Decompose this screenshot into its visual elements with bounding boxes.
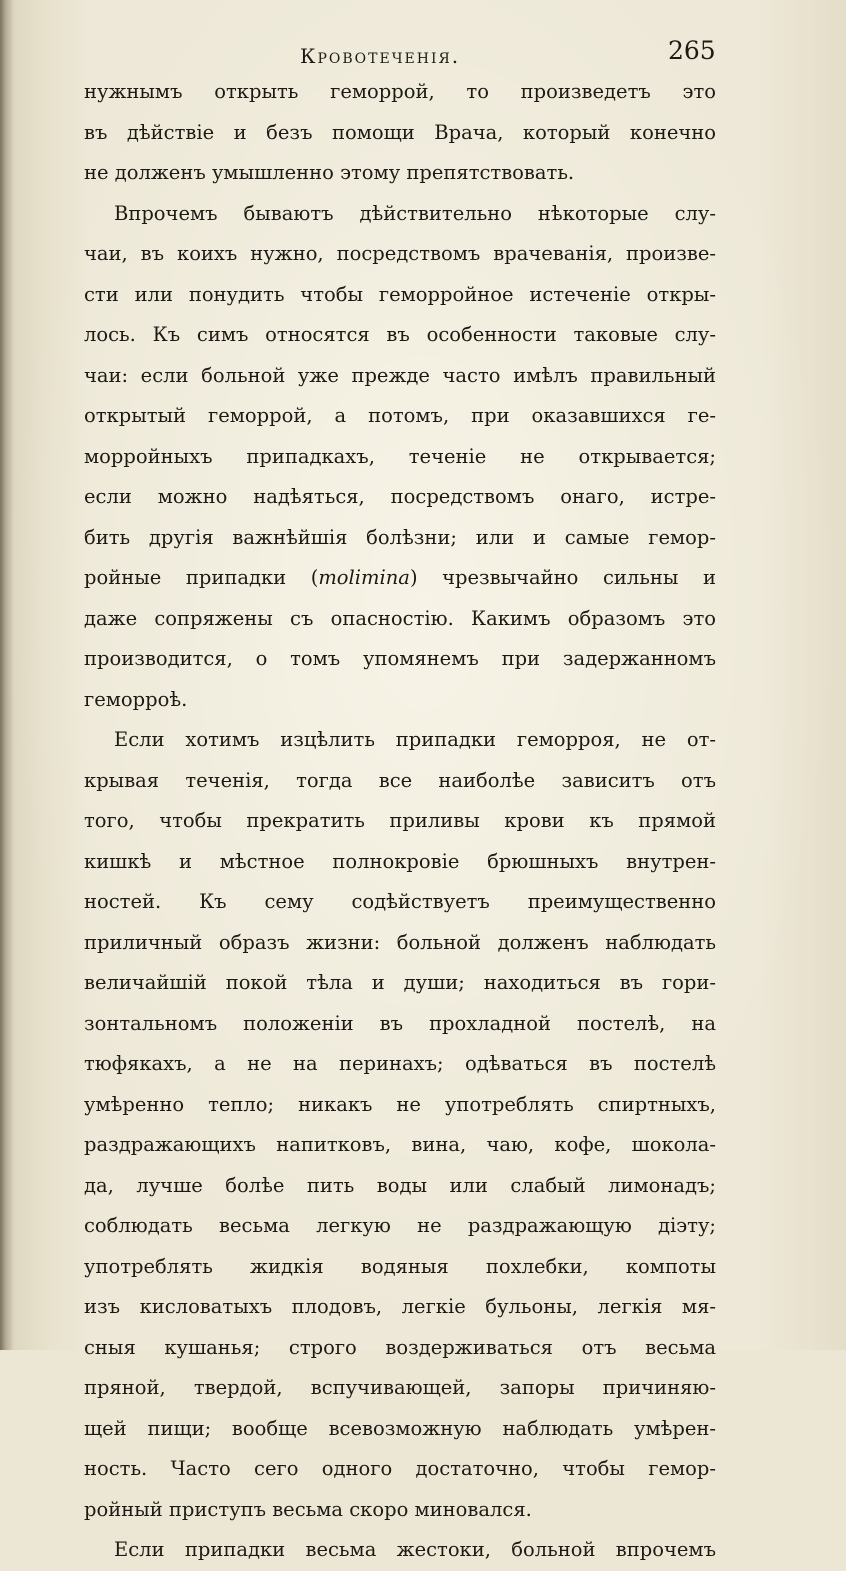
text-line: приличный образъ жизни: больной долженъ наблюдать [84, 930, 716, 954]
text-line: нужнымъ открыть геморрой, то произведетъ это [84, 80, 716, 103]
text-line: пряной, твердой, вспучивающей, запоры причиняю- [84, 1376, 716, 1399]
text-line: ройные припадки (molimina) чрезвычайно сильны и [84, 566, 716, 589]
text-line: ностей. Къ сему содѣйствуетъ преимущественно [84, 890, 716, 913]
text-line: геморроѣ. [84, 687, 188, 711]
body-text [84, 72, 716, 1571]
text-line: если можно надѣяться, посредствомъ онаго, истре- [84, 485, 716, 508]
text-line: ройный приступъ весьма скоро миновался. [84, 1497, 532, 1521]
text-line: умѣренно тепло; никакъ не употреблять спиртныхъ, [84, 1092, 716, 1116]
text-line: тюфякахъ, а не на перинахъ; одѣваться въ постелѣ [84, 1052, 716, 1075]
text-line: раздражающихъ напитковъ, вина, чаю, кофе, шокола- [84, 1133, 716, 1156]
text-line: ность. Часто сего одного достаточно, чтобы гемор- [84, 1457, 716, 1480]
text-line: чаи, въ коихъ нужно, посредствомъ врачеванія, произве- [84, 242, 716, 265]
text-line: открытый геморрой, а потомъ, при оказавшихся ге- [84, 404, 716, 427]
text-line: чаи: если больной уже прежде часто имѣлъ правильный [84, 363, 716, 387]
text-line: лось. Къ симъ относятся въ особенности таковые слу- [84, 323, 716, 346]
text-line: производится, о томъ упомянемъ при задержанномъ [84, 647, 716, 670]
text-line: изъ кисловатыхъ плодовъ, легкіе бульоны, легкія мя- [84, 1295, 716, 1318]
text-line: Если припадки весьма жестоки, больной впрочемъ [114, 1538, 716, 1561]
text-line: въ дѣйствіе и безъ помощи Врача, который конечно [84, 120, 716, 144]
text-line: Впрочемъ бываютъ дѣйствительно нѣкоторые слу- [114, 201, 716, 225]
text-line: того, чтобы прекратить приливы крови къ прямой [84, 809, 716, 832]
page-number: 265 [668, 36, 716, 65]
binding-gutter [0, 0, 14, 1350]
text-line: даже сопряжены съ опасностію. Какимъ образомъ это [84, 606, 716, 630]
text-line: кишкѣ и мѣстное полнокровіе брюшныхъ внутрен- [84, 849, 716, 873]
text-line: да, лучше болѣе пить воды или слабый лимонадъ; [84, 1173, 716, 1197]
text-line: сныя кушанья; строго воздерживаться отъ весьма [84, 1335, 716, 1359]
text-line: крывая теченія, тогда все наиболѣе зависитъ отъ [84, 768, 716, 792]
text-line: зонтальномъ положеніи въ прохладной постелѣ, на [84, 1011, 716, 1035]
text-line: Если хотимъ изцѣлить припадки геморроя, не от- [114, 728, 716, 751]
running-head [0, 36, 846, 74]
running-title: Кровотеченія. [300, 44, 461, 68]
text-line: употреблять жидкія водяныя похлебки, компоты [84, 1254, 716, 1278]
text-line: щей пищи; вообще всевозможную наблюдать умѣрен- [84, 1416, 716, 1440]
text-line: морройныхъ припадкахъ, теченіе не открывается; [84, 444, 716, 468]
text-line: не долженъ умышленно этому препятствовать. [84, 161, 575, 184]
text-line: бить другія важнѣйшія болѣзни; или и самые гемор- [84, 525, 716, 549]
text-line: величайшій покой тѣла и души; находиться въ гори- [84, 971, 716, 994]
text-line: соблюдать весьма легкую не раздражающую діэту; [84, 1214, 716, 1237]
text-line: сти или понудить чтобы геморройное истеченіе откры- [84, 282, 716, 306]
latin-term: molimina [318, 566, 410, 589]
